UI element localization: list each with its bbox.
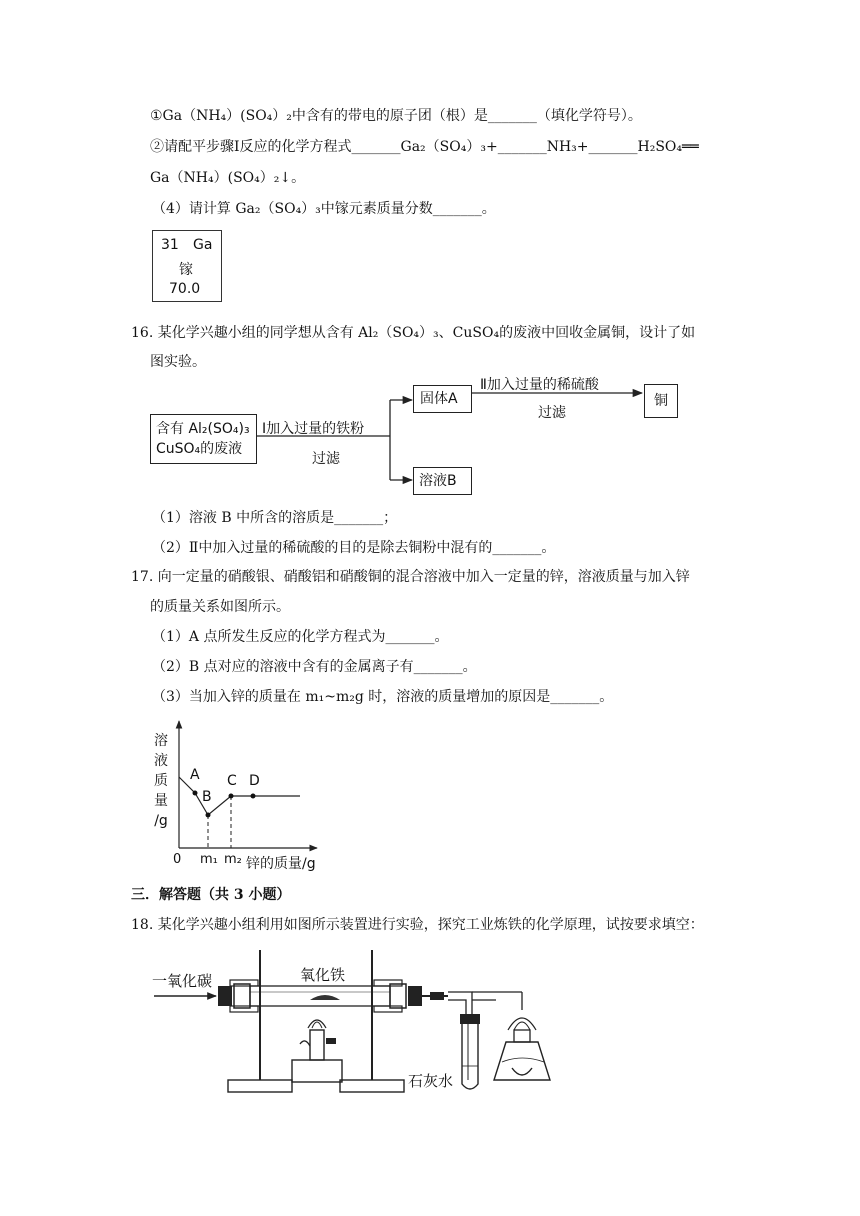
point-c-dot	[229, 794, 234, 799]
y-axis-label	[151, 731, 171, 831]
q17-stem-line2: 的质量关系如图所示。	[150, 599, 290, 615]
q16-sub1: （1）溶液 B 中所含的溶质是_______；	[152, 510, 398, 526]
flow-start-line2: CuSO₄的废液	[156, 441, 243, 457]
q16-stem-line1: 16. 某化学兴趣小组的同学想从含有 Al₂（SO₄）₃、CuSO₄的废液中回收金属铜，设计了如	[131, 325, 696, 341]
flow-step1-sub: 过滤	[312, 451, 340, 467]
element-number: 31	[161, 237, 179, 253]
apparatus-drawing	[150, 942, 570, 1112]
y-axis-char-2: 液	[154, 753, 168, 769]
q15-sub4: （4）请计算 Ga₂（SO₄）₃中镓元素质量分数_______。	[152, 201, 496, 217]
y-axis-char-3: 质	[154, 773, 168, 789]
point-d-label: D	[249, 773, 260, 789]
q15-sub2a: ②请配平步骤Ⅰ反应的化学方程式_______Ga₂（SO₄）₃+_______NH₃+_______H₂SO₄══	[150, 139, 699, 155]
point-a-label: A	[190, 767, 200, 783]
y-axis-char-1: 溶	[154, 733, 168, 749]
apparatus-label-co: 一氧化碳	[152, 972, 213, 990]
flow-solution-b-box: 溶液B	[413, 467, 472, 495]
flow-solid-a-box: 固体A	[413, 385, 472, 413]
q17-graph-svg	[145, 715, 345, 875]
flow-step2-label: Ⅱ加入过量的稀硫酸	[480, 377, 599, 393]
flow-step1-label: Ⅰ加入过量的铁粉	[262, 421, 365, 437]
origin-label: 0	[173, 852, 182, 867]
x-axis-label: 锌的质量/g	[246, 856, 316, 872]
apparatus-label-iron-oxide: 氧化铁	[300, 966, 346, 984]
flow-start-line1: 含有 Al₂(SO₄)₃	[156, 421, 250, 437]
m1-label: m₁	[200, 852, 218, 867]
y-axis-char-5: /g	[154, 813, 168, 829]
q17-sub3: （3）当加入锌的质量在 m₁~m₂g 时，溶液的质量增加的原因是_______。	[152, 689, 614, 705]
q16-flowchart	[150, 377, 710, 500]
q17-sub1: （1）A 点所发生反应的化学方程式为_______。	[152, 629, 449, 645]
q18-apparatus	[150, 942, 570, 1112]
apparatus-label-limewater: 石灰水	[408, 1072, 454, 1090]
flow-copper-box: 铜	[644, 384, 678, 418]
q15-sub2b: Ga（NH₄）(SO₄）₂↓。	[150, 170, 306, 186]
element-card	[152, 230, 222, 302]
point-b-label: B	[202, 789, 212, 805]
element-name: 镓	[179, 262, 193, 278]
element-symbol: Ga	[193, 237, 213, 253]
q18-stem: 18. 某化学兴趣小组利用如图所示装置进行实验，探究工业炼铁的化学原理，试按要求填空：	[131, 917, 704, 933]
flow-step2-sub: 过滤	[538, 405, 566, 421]
y-axis-char-4: 量	[154, 793, 168, 809]
q17-graph	[145, 715, 345, 875]
flow-start-box	[150, 414, 257, 464]
q17-sub2: （2）B 点对应的溶液中含有的金属离子有_______。	[152, 659, 477, 675]
element-mass: 70.0	[169, 281, 201, 297]
m2-label: m₂	[224, 852, 242, 867]
point-c-label: C	[227, 773, 237, 789]
point-b-dot	[206, 813, 211, 818]
q16-stem-line2: 图实验。	[150, 354, 206, 370]
q17-stem-line1: 17. 向一定量的硝酸银、硝酸铝和硝酸铜的混合溶液中加入一定量的锌，溶液质量与加入锌	[131, 569, 690, 585]
q15-sub1: ①Ga（NH₄）(SO₄）₂中含有的带电的原子团（根）是_______（填化学符号）。	[150, 108, 642, 124]
point-a-dot	[193, 791, 198, 796]
section3-title: 三．解答题（共 3 小题）	[131, 887, 291, 903]
point-d-dot	[251, 794, 256, 799]
q16-sub2: （2）Ⅱ中加入过量的稀硫酸的目的是除去铜粉中混有的_______。	[152, 540, 556, 556]
